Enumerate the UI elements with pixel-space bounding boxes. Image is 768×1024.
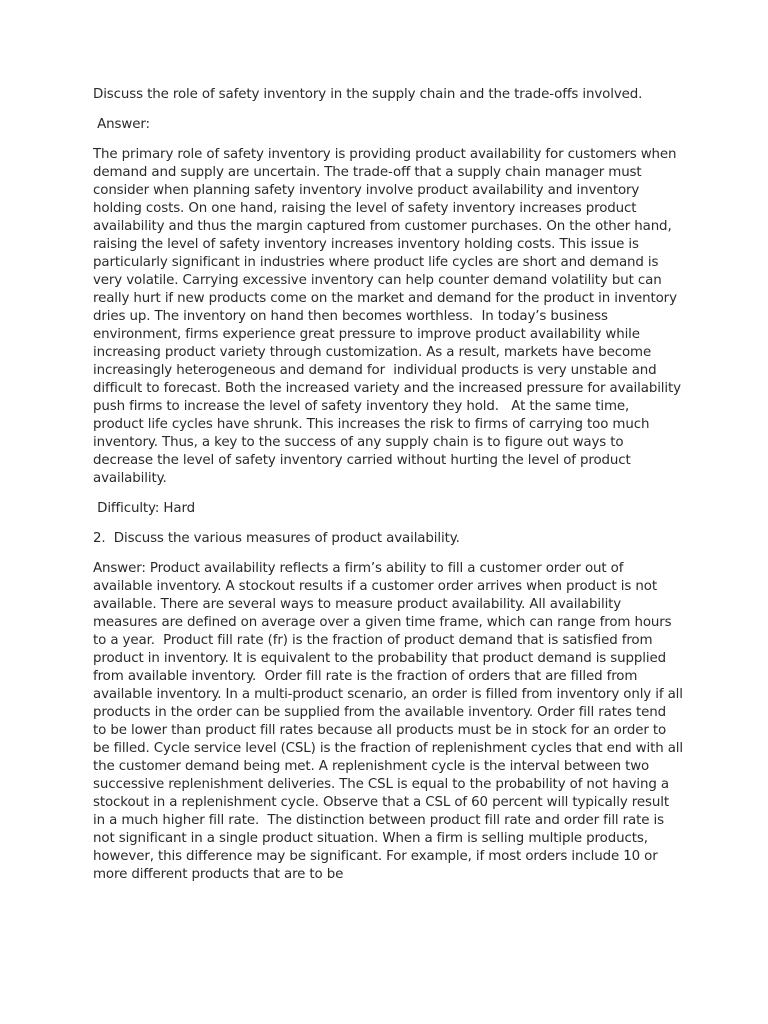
answer-1-paragraph: The primary role of safety inventory is providing product availability for customers when demand and supply are uncertain. The trade-off that a supply chain manager must consider when planning safety inventory involve product availability and inventory holding costs. On one hand, raising the level of safety inventory increases product availability and thus the margin captured from customer purchases. On the other hand, raising the level of safety inventory increases inventory holding costs. This issue is particularly significant in industries where product life cycles are short and demand is very volatile. Carrying excessive inventory can help counter demand volatility but can really hurt if new products come on the market and demand for the product in inventory dries up. The inventory on hand then becomes worthless. In today’s business environment, firms experience great pressure to improve product availability while increasing product variety through customization. As a result, markets have become increasingly heterogeneous and demand for individual products is very unstable and difficult to forecast. Both the increased variety and the increased pressure for availability push firms to increase the level of safety inventory they hold. At the same time, product life cycles have shrunk. This increases the risk to firms of carrying too much inventory. Thus, a key to the success of any supply chain is to figure out ways to decrease the level of safety inventory carried without hurting the level of product availability. <box>93 147 686 486</box>
difficulty-label: Difficulty: Hard <box>93 501 195 516</box>
question-2-text: 2. Discuss the various measures of product availability. <box>93 531 460 546</box>
question-1-text: Discuss the role of safety inventory in the supply chain and the trade-offs involved. <box>93 87 643 102</box>
document-content <box>93 86 688 884</box>
answer-2-paragraph: Answer: Product availability reflects a firm’s ability to fill a customer order out of available inventory. A stockout results if a customer order arrives when product is not available. There are several ways to measure product availability. All availability measures are defined on average over a given time frame, which can range from hours to a year. Product fill rate (fr) is the fraction of product demand that is satisfied from product in inventory. It is equivalent to the probability that product demand is supplied from available inventory. Order fill rate is the fraction of orders that are filled from available inventory. In a multi-product scenario, an order is filled from inventory only if all products in the order can be supplied from the available inventory. Order fill rates tend to be lower than product fill rates because all products must be in stock for an order to be filled. Cycle service level (CSL) is the fraction of replenishment cycles that end with all the customer demand being met. A replenishment cycle is the interval between two successive replenishment deliveries. The CSL is equal to the probability of not having a stockout in a replenishment cycle. Observe that a CSL of 60 percent will typically result in a much higher fill rate. The distinction between product fill rate and order fill rate is not significant in a single product situation. When a firm is selling multiple products, however, this difference may be significant. For example, if most orders include 10 or more different products that are to be <box>93 561 688 882</box>
answer-label: Answer: <box>93 117 150 132</box>
